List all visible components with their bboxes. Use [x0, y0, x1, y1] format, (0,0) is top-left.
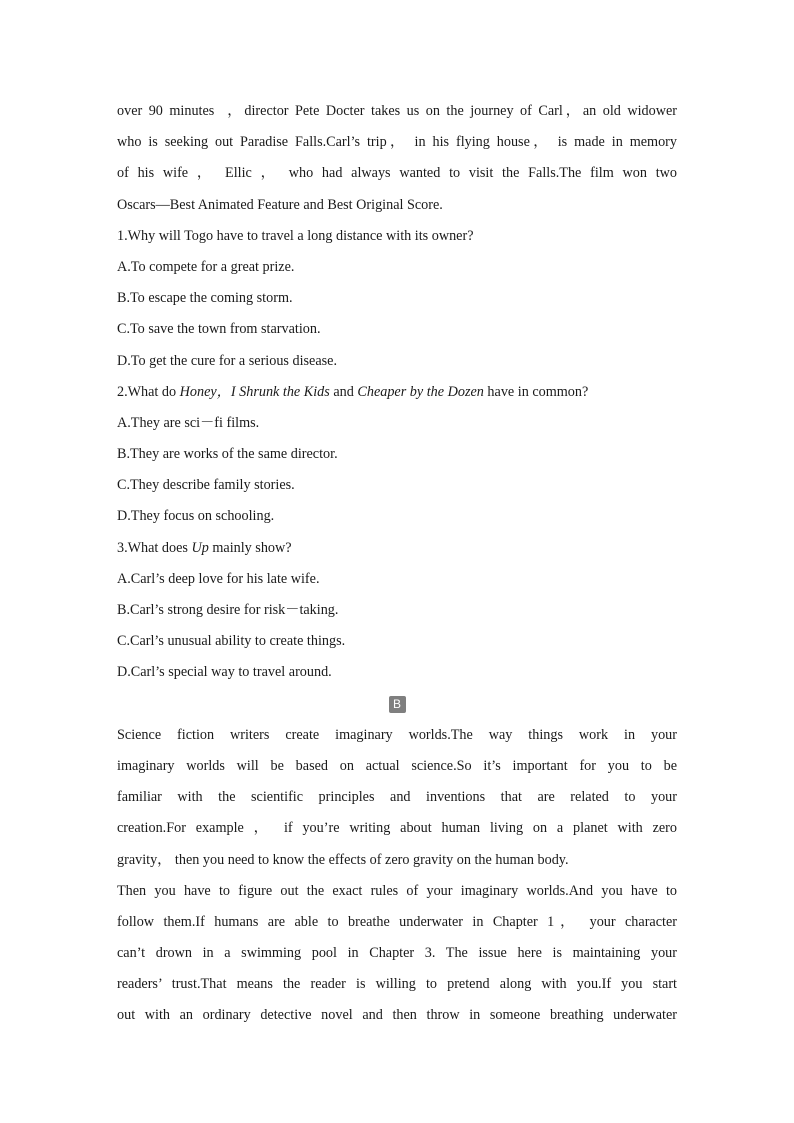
question-1: [117, 221, 677, 377]
paragraph-line: gravity， then you need to know the effects of zero gravity on the human body.: [117, 851, 569, 868]
question-stem: [117, 377, 677, 408]
section-b-header: [117, 689, 677, 720]
stem-prefix: 2.What do: [117, 383, 180, 400]
paragraph-line: over 90 minutes ，director Pete Docter takes us on the journey of Carl，an old widower: [117, 103, 677, 119]
stem-prefix: 3.What does: [117, 539, 192, 556]
paragraph-line: Oscars—Best Animated Feature and Best Original Score.: [117, 196, 443, 213]
stem-suffix: have in common?: [483, 383, 589, 400]
passage-a-tail: [117, 96, 677, 221]
option-b: B.They are works of the same director.: [117, 446, 338, 463]
option-b: B.Carl’s strong desire for risk－taking.: [117, 602, 339, 618]
film-title: Honey，: [179, 383, 231, 400]
paragraph-line: imaginary worlds will be based on actual science.So it’s important for you to be: [117, 757, 677, 774]
paragraph-line: follow them.If humans are able to breathe underwater in Chapter 1， your character: [117, 913, 677, 930]
paragraph-line: who is seeking out Paradise Falls.Carl’s trip， in his flying house， is made in memory: [117, 134, 677, 151]
document-page: [117, 96, 677, 1032]
option-b: B.To escape the coming storm.: [117, 290, 293, 307]
option-a: A.They are sci－fi films.: [117, 414, 260, 431]
question-stem: 1.Why will Togo have to travel a long distance with its owner?: [117, 227, 474, 244]
paragraph-line: creation.For example ， if you’re writing about human living on a planet with zero: [117, 820, 677, 837]
stem-suffix: mainly show?: [208, 539, 292, 556]
option-c: C.They describe family stories.: [117, 477, 295, 494]
passage-b-paragraph-1: [117, 720, 677, 876]
paragraph-line: Then you have to figure out the exact rules of your imaginary worlds.And you have to: [117, 882, 677, 899]
question-3: [117, 533, 677, 689]
option-d: D.They focus on schooling.: [117, 508, 275, 525]
stem-and: and: [329, 383, 358, 400]
option-a: A.Carl’s deep love for his late wife.: [117, 570, 320, 587]
paragraph-line: out with an ordinary detective novel and then throw in someone breathing underwater: [117, 1007, 677, 1024]
option-d: D.To get the cure for a serious disease.: [117, 352, 338, 369]
paragraph-line: can’t drown in a swimming pool in Chapter 3. The issue here is maintaining your: [117, 945, 677, 962]
film-title: I Shrunk the Kids: [230, 383, 330, 400]
paragraph-line: of his wife ， Ellic ， who had always wanted to visit the Falls.The film won two: [117, 165, 677, 182]
question-2: [117, 377, 677, 533]
film-title: Cheaper by the Dozen: [357, 383, 484, 400]
option-d: D.Carl’s special way to travel around.: [117, 664, 332, 681]
section-badge: B: [389, 696, 406, 713]
paragraph-line: readers’ trust.That means the reader is willing to pretend along with you.If you start: [117, 976, 677, 993]
paragraph-line: Science fiction writers create imaginary worlds.The way things work in your: [117, 726, 677, 743]
question-stem: [117, 533, 677, 564]
film-title: Up: [191, 539, 209, 556]
paragraph-line: familiar with the scientific principles and inventions that are related to your: [117, 789, 677, 806]
option-c: C.Carl’s unusual ability to create things.: [117, 633, 346, 650]
passage-b-paragraph-2: [117, 876, 677, 1032]
option-a: A.To compete for a great prize.: [117, 258, 295, 275]
option-c: C.To save the town from starvation.: [117, 321, 321, 338]
